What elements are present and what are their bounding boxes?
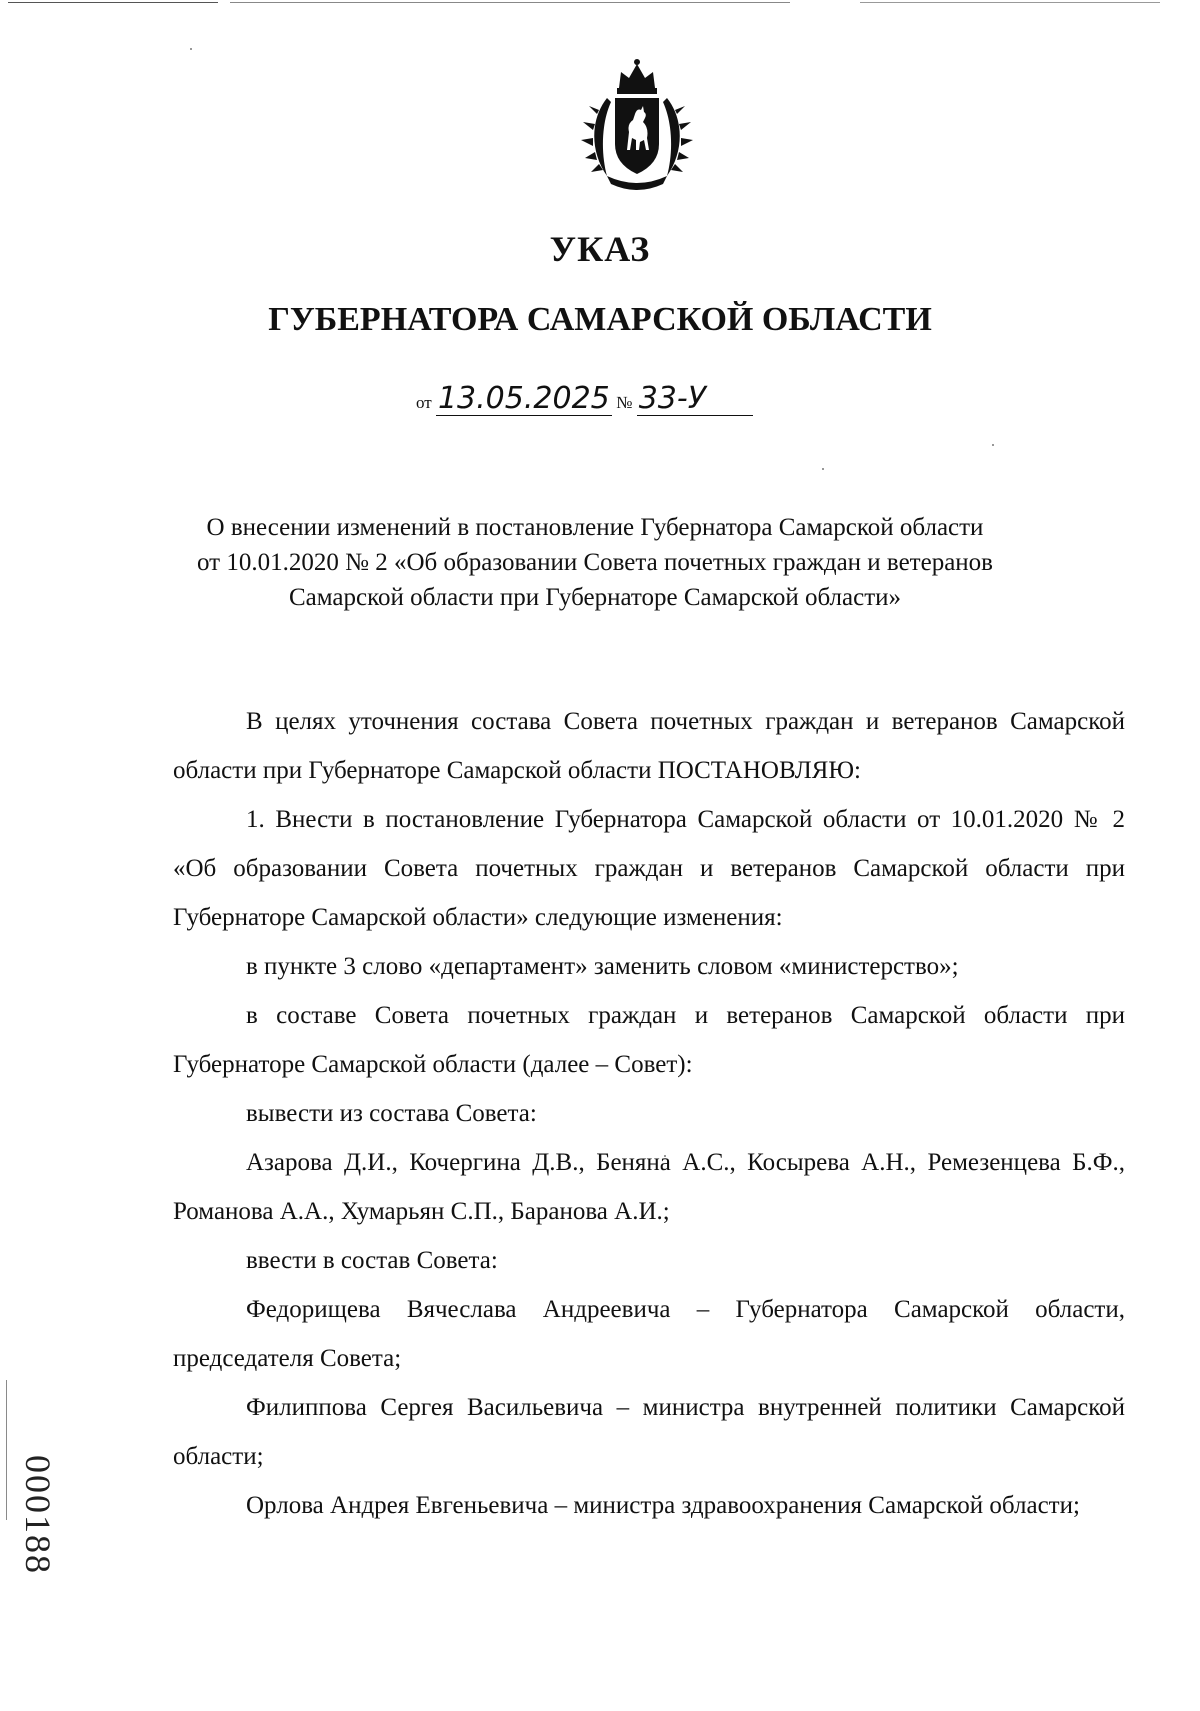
body-paragraph: Федорищева Вячеслава Андреевича – Губернатора Самарской области, председателя Совета; bbox=[173, 1296, 1125, 1372]
date-prefix: от bbox=[416, 393, 432, 412]
scan-speck bbox=[190, 48, 192, 50]
handwritten-number: 33-У bbox=[637, 384, 753, 416]
scan-speck bbox=[992, 444, 994, 446]
body-paragraph: Филиппова Сергея Васильевича – министра внутренней политики Самарской области; bbox=[173, 1394, 1125, 1470]
body-paragraph: вывести из состава Совета: bbox=[246, 1100, 537, 1127]
scan-edge-line bbox=[230, 2, 790, 3]
scan-edge-line bbox=[6, 1380, 7, 1520]
number-prefix: № bbox=[616, 393, 633, 412]
body-paragraph: ввести в состав Совета: bbox=[246, 1247, 498, 1274]
issuing-authority-heading: ГУБЕРНАТОРА САМАРСКОЙ ОБЛАСТИ bbox=[268, 301, 932, 338]
document-body bbox=[173, 697, 1125, 1530]
scan-edge-line bbox=[860, 2, 1160, 3]
body-paragraph: 1. Внести в постановление Губернатора Самарской области от 10.01.2020 № 2 «Об образовании Совета почетных граждан и ветеранов Самарской области при Губернаторе Самарской области» следующие изменения: bbox=[173, 806, 1125, 931]
scan-speck bbox=[822, 468, 824, 470]
document-subject bbox=[160, 510, 1030, 615]
samara-oblast-coat-of-arms-icon bbox=[577, 58, 697, 190]
handwritten-date: 13.05.2025 bbox=[436, 384, 612, 416]
scan-edge-line bbox=[8, 2, 218, 3]
body-paragraph: Орлова Андрея Евгеньевича – министра здравоохранения Самарской области; bbox=[246, 1492, 1080, 1519]
registration-line bbox=[416, 381, 753, 416]
body-paragraph: в пункте 3 слово «департамент» заменить словом «министерство»; bbox=[246, 953, 959, 980]
document-type-heading: УКАЗ bbox=[549, 229, 651, 269]
body-paragraph: в составе Совета почетных граждан и ветеранов Самарской области при Губернаторе Самарской области (далее – Совет): bbox=[173, 1002, 1125, 1078]
serial-number-stamp: 000188 bbox=[18, 1455, 58, 1575]
body-paragraph: Азарова Д.И., Кочергина Д.В., Беняна А.С., Косырева А.Н., Ремезенцева Б.Ф., Романова А.А., Хумарьян С.П., Баранова А.И.; bbox=[173, 1149, 1125, 1225]
subject-line: Самарской области при Губернаторе Самарской области» bbox=[288, 584, 902, 611]
subject-line: от 10.01.2020 № 2 «Об образовании Совета почетных граждан и ветеранов bbox=[197, 549, 993, 576]
subject-line: О внесении изменений в постановление Губернатора Самарской области bbox=[206, 514, 984, 541]
body-paragraph: В целях уточнения состава Совета почетных граждан и ветеранов Самарской области при Губернаторе Самарской области ПОСТАНОВЛЯЮ: bbox=[173, 708, 1125, 784]
